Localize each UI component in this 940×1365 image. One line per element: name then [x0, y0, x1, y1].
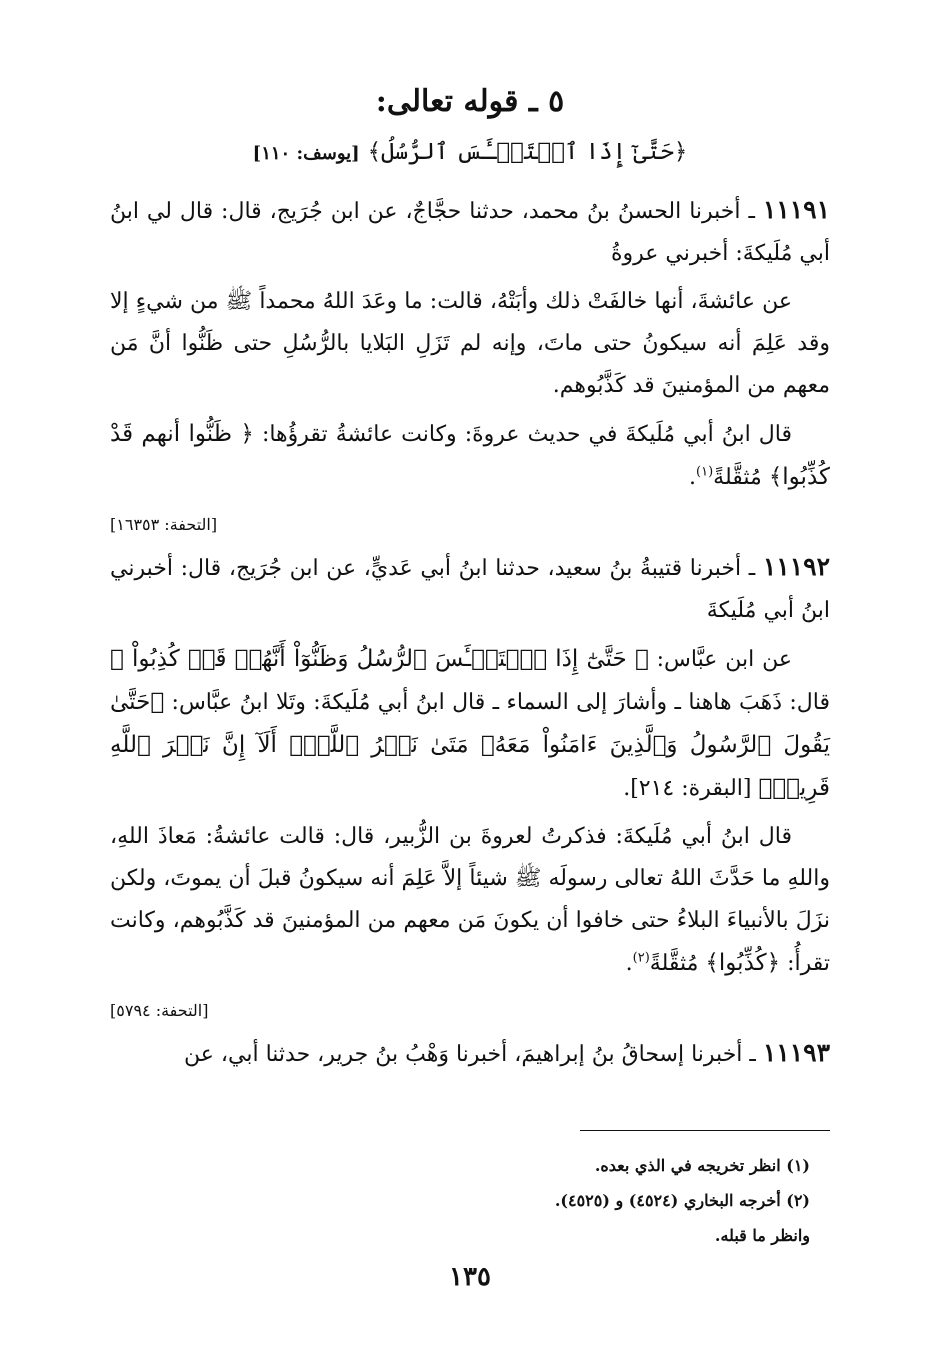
hadith-11191-isnad: [110, 189, 830, 275]
footnote-marker: (١): [696, 464, 714, 480]
footnote-divider: [580, 1130, 830, 1131]
body-text: عن ابن عبَّاس:: [656, 647, 792, 672]
hadith-11192-note: قال ابنُ أبي مُلَيكةَ: فذكرتُ لعروةَ بن الزُّبير، قال: قالت عائشةُ: مَعاذَ اللهِ، واللهِ ما حَدَّثَ اللهُ تعالى رسولَه ﷺ شيئاً إلاَّ عَلِمَ أنه سيكونُ قبلَ أن يموتَ، ولكن نزَلَ بالأنبياءَ البلاءُ حتى خافوا أن يكونَ مَن معهم من المؤمنينَ قد كَذَّبُوهم، وكانت تقرأُ: ﴿كُذِّبُوا﴾ مُثقَّلةً$^{(٢)}$.: [110, 824, 830, 976]
tuhfa-text: [التحفة: ٥٧٩٤]: [110, 1001, 209, 1020]
tuhfa-reference: [110, 1001, 830, 1020]
section-heading: ٥ ـ قوله تعالى:: [375, 84, 565, 119]
hadith-11191-body: عن عائشةَ، أنها خالفَتْ ذلك وأبَتْهُ، قالت: ما وعَدَ اللهُ محمداً ﷺ من شيءٍ إلا وقد عَلِمَ أنه سيكونُ حتى ماتَ، وإنه لم تَزَلِ البَلايا بالرُّسُلِ حتى ظَنُّوا أنَّ مَن معهم من المؤمنينَ قد كَذَّبُوهم.: [110, 289, 830, 398]
hadith-number: ١١١٩١: [762, 195, 830, 224]
note-text: قال ابنُ أبي مُلَيكةَ في حديث عروةَ: وكانت عائشةُ تقرؤُها:: [261, 422, 792, 447]
quran-quote-2: ﴿حَتَّىٰ يَقُولَ ٱلرَّسُولُ وَٱلَّذِينَ ءَامَنُواْ مَعَهُۥ مَتَىٰ نَصۡرُ ٱللَّهِۗ أَلَآ إِنَّ نَصۡرَ ٱللَّهِ قَرِيبٞ﴾: [110, 689, 830, 801]
tuhfa-text: [التحفة: ١٦٣٥٣]: [110, 515, 218, 534]
verse-line: [110, 136, 830, 165]
hadith-11193-isnad: [110, 1032, 830, 1076]
hadith-number: ١١١٩٢: [762, 552, 830, 581]
verse-text: ﴿حَتَّىٰٓ إِذَا ٱسۡتَيۡـَٔسَ ٱلرُّسُلُ﴾: [367, 139, 688, 165]
quran-reference: [البقرة: ٢١٤]: [630, 776, 752, 801]
footnote-2-cont: وانظر ما قبله.: [714, 1226, 810, 1245]
hadith-isnad-text: ـ أخبرنا قتيبةُ بنُ سعيد، حدثنا ابنُ أبي عَديٍّ، عن ابن جُرَيج، قال: أخبرني ابنُ أبي مُلَيكةَ: [110, 556, 830, 623]
verse-reference: [يوسف: ١١٠]: [252, 143, 360, 164]
hadith-isnad-text: ـ أخبرنا الحسنُ بنُ محمد، حدثنا حجَّاجٌ، عن ابن جُرَيج، قال: قال لي ابنُ أبي مُلَيكةَ: أخبرني عروةُ: [110, 199, 830, 266]
tuhfa-reference: [110, 515, 830, 534]
footnote-marker: (٢): [632, 950, 650, 966]
footnote-2: (٢) أخرجه البخاري (٤٥٢٤) و (٤٥٢٥).: [554, 1191, 810, 1210]
quran-quote: ﴿كُذِّبُوا﴾: [705, 950, 781, 976]
footnotes: [555, 1148, 810, 1253]
hadith-number: ١١١٩٣: [762, 1038, 830, 1067]
note-text: قال ابنُ أبي مُلَيكةَ: فذكرتُ لعروةَ بن الزُّبير، قال: قالت عائشةُ: مَعاذَ اللهِ، واللهِ ما حَدَّثَ اللهُ تعالى رسولَه ﷺ شيئاً إلاَّ عَلِمَ أنه سيكونُ قبلَ أن يموتَ، ولكن نزَلَ بالأنبياءَ البلاءُ حتى خافوا أن يكونَ مَن معهم من المؤمنينَ قد كَذَّبُوهم، وكانت تقرأُ:: [110, 824, 830, 976]
body-text-cont: قال: ذَهَبَ هاهنا ـ وأشارَ إلى السماء ـ قال ابنُ أبي مُلَيكةَ: وتَلا ابنُ عبَّاس:: [171, 690, 830, 715]
note-text-end: مُثقَّلةً: [713, 465, 762, 490]
hadith-isnad-text: ـ أخبرنا إسحاقُ بنُ إبراهيمَ، أخبرنا وَهْبُ بنُ جرير، حدثنا أبي، عن: [184, 1042, 756, 1067]
quran-quote: ﴿ ظَنُّوا أنهم قَدْ كُذِّبُوا﴾: [110, 421, 830, 490]
page-number: ١٣٥: [449, 1262, 491, 1292]
footnote-1: (١) انظر تخريجه في الذي بعده.: [594, 1156, 810, 1175]
hadith-11192-body: عن ابن عبَّاس: ﴿ حَتَّىٰٓ إِذَا ٱسۡتَيۡـَٔسَ ٱلرُّسُلُ وَظَنُّوٓاْ أَنَّهُمۡ قَدۡ كُذِبُواْ ﴾ قال: ذَهَبَ هاهنا ـ وأشارَ إلى السماء ـ قال ابنُ أبي مُلَيكةَ: وتَلا ابنُ عبَّاس: ﴿حَتَّىٰ يَقُولَ ٱلرَّسُولُ وَٱلَّذِينَ ءَامَنُواْ مَعَهُۥ مَتَىٰ نَصۡرُ ٱللَّهِۗ أَلَآ إِنَّ نَصۡرَ ٱللَّهِ قَرِيبٞ﴾ [البقرة: ٢١٤].: [110, 646, 830, 801]
quran-quote: ﴿ حَتَّىٰٓ إِذَا ٱسۡتَيۡـَٔسَ ٱلرُّسُلُ وَظَنُّوٓاْ أَنَّهُمۡ قَدۡ كُذِبُواْ ﴾: [110, 646, 649, 672]
hadith-11191-note: قال ابنُ أبي مُلَيكةَ في حديث عروةَ: وكانت عائشةُ تقرؤُها: ﴿ ظَنُّوا أنهم قَدْ كُذِّبُوا﴾ مُثقَّلةً$^{(١)}$.: [110, 421, 830, 490]
hadith-11192-isnad: [110, 546, 830, 632]
note-text-end: مُثقَّلةً: [649, 951, 699, 976]
